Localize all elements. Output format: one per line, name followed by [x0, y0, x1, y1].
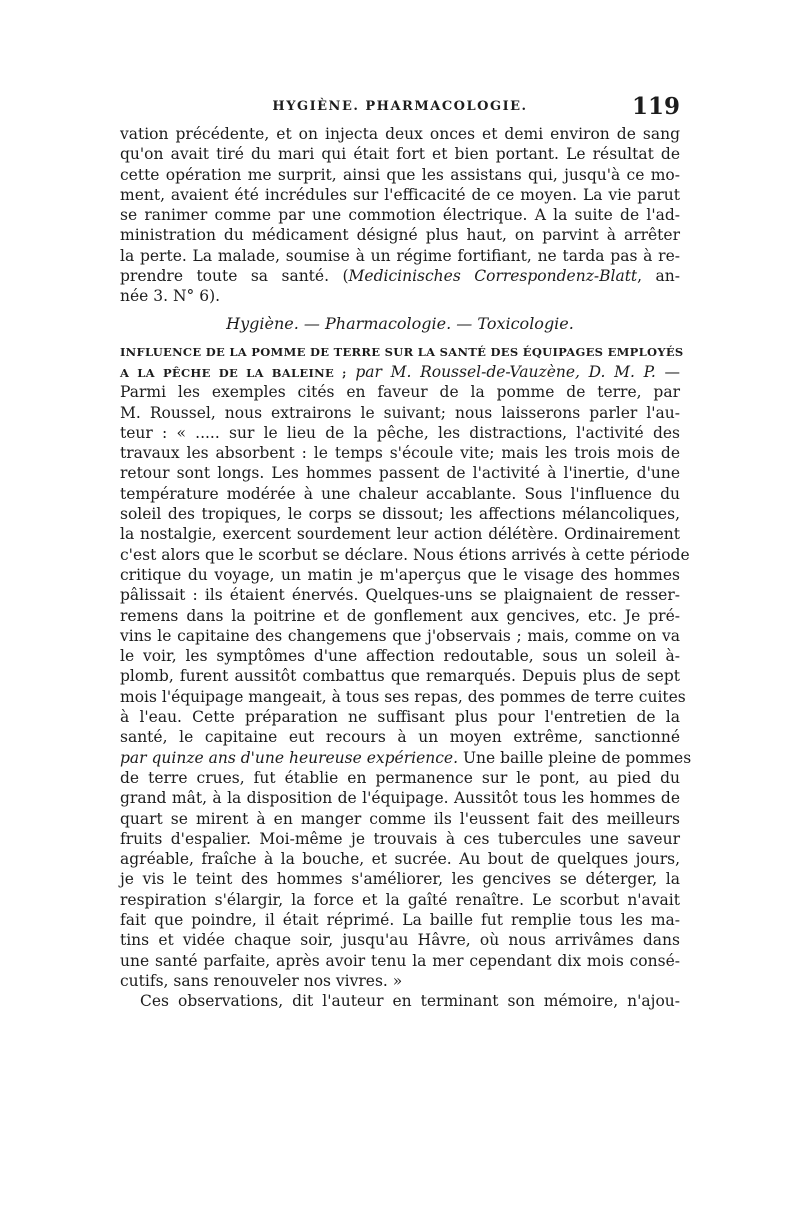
text-line: cutifs, sans renouveler nos vivres. »: [120, 971, 403, 990]
article-author: M. Roussel-de-Vauzène, D. M. P.: [390, 362, 656, 381]
text-line: c'est alors que le scorbut se déclare. Nous étions arrivés à cette période: [120, 545, 690, 564]
text-line-with-citation: [120, 266, 680, 286]
text-line: Ces observations, dit l'auteur en terminant son mémoire, n'ajou-: [140, 992, 680, 1011]
article-title-line: [120, 362, 680, 382]
text-line: Parmi les exemples cités en faveur de la pomme de terre, par: [120, 383, 680, 402]
text-fragment: prendre toute sa santé.: [120, 267, 330, 286]
text-line: fruits d'espalier. Moi-même je trouvais à ces tubercules une saveur: [120, 829, 680, 848]
paragraph-continued: [120, 124, 680, 307]
running-head: [120, 93, 680, 123]
text-line: grand mât, à la disposition de l'équipage. Aussitôt tous les hommes de: [120, 789, 680, 808]
text-line: tins et vidée chaque soir, jusqu'au Hâvre, où nous arrivâmes dans: [120, 931, 680, 950]
text-line: retour sont longs. Les hommes passent de l'activité à l'inertie, d'une: [120, 464, 680, 483]
article-title-line: INFLUENCE DE LA POMME DE TERRE SUR LA SANTÉ DES ÉQUIPAGES EMPLOYÉS: [120, 344, 684, 359]
text-line: mois l'équipage mangeait, à tous ses repas, des pommes de terre cuites: [120, 687, 686, 706]
text-line: soleil des tropiques, le corps se dissout; les affections mélancoliques,: [120, 505, 680, 524]
page-number: 119: [631, 93, 680, 120]
text-line: une santé parfaite, après avoir tenu la mer cependant dix mois consé-: [120, 951, 680, 970]
italic-phrase: par quinze ans d'une heureuse expérience.: [120, 748, 459, 767]
text-line: née 3. N° 6).: [120, 287, 221, 306]
text-line: vation précédente, et on injecta deux onces et demi environ de sang: [120, 125, 680, 143]
text-fragment: Une baille pleine de pommes: [458, 748, 692, 767]
text-line: travaux les absorbent : le temps s'écoule vite; mais les trois mois de: [120, 444, 680, 463]
text-line: santé, le capitaine eut recours à un moyen extrême, sanctionné: [120, 728, 680, 747]
text-line: la nostalgie, exercent sourdement leur action délétère. Ordinairement: [120, 525, 680, 544]
section-heading: Hygiène. — Pharmacologie. — Toxicologie.: [226, 313, 574, 333]
text-line: le voir, les symptômes d'une affection redoutable, sous un soleil à-: [120, 647, 680, 666]
text-line: je vis le teint des hommes s'améliorer, les gencives se déterger, la: [120, 870, 680, 889]
text-line: agréable, fraîche à la bouche, et sucrée. Au bout de quelques jours,: [120, 850, 680, 869]
text-line: se ranimer comme par une commotion électrique. A la suite de l'ad-: [120, 206, 680, 225]
text-line: ment, avaient été incrédules sur l'efficacité de ce moyen. La vie parut: [120, 185, 680, 204]
text-line: vins le capitaine des changemens que j'observais ; mais, comme on va: [120, 626, 680, 645]
citation-source: Medicinisches Correspondenz-Blatt: [348, 267, 638, 286]
citation-suffix: , an-: [637, 267, 680, 286]
text-block: [120, 124, 692, 1011]
text-line: température modérée à une chaleur accablante. Sous l'influence du: [120, 484, 680, 503]
text-line: plomb, furent aussitôt combattus que remarqués. Depuis plus de sept: [120, 667, 680, 686]
text-line: de terre crues, fut établie en permanence sur le pont, au pied du: [120, 768, 680, 787]
text-line: remens dans la poitrine et de gonflement aux gencives, etc. Je pré-: [120, 606, 680, 625]
running-head-title: HYGIÈNE. PHARMACOLOGIE.: [272, 99, 528, 114]
text-line: à l'eau. Cette préparation ne suffisant plus pour l'entretien de la: [120, 708, 680, 727]
text-line: la perte. La malade, soumise à un régime fortifiant, ne tarda pas à re-: [120, 246, 680, 265]
text-line: teur : « ..... sur le lieu de la pêche, les distractions, l'activité des: [120, 423, 680, 442]
text-line: cette opération me surprit, ainsi que les assistans qui, jusqu'à ce mo-: [120, 165, 680, 184]
text-line: M. Roussel, nous extrairons le suivant; nous laisserons parler l'au-: [120, 403, 680, 422]
text-line: ministration du médicament désigné plus haut, on parvint à arrêter: [120, 226, 680, 245]
article-dash: —: [655, 362, 681, 381]
article-par: par: [346, 362, 391, 381]
text-line: fait que poindre, il était réprimé. La baille fut remplie tous les ma-: [120, 910, 680, 929]
text-line: qu'on avait tiré du mari qui était fort et bien portant. Le résultat de: [120, 145, 680, 164]
text-line: quart se mirent à en manger comme ils l'eussent fait des meilleurs: [120, 809, 680, 828]
citation-open: (: [342, 267, 349, 286]
article: [120, 342, 692, 1012]
text-line: critique du voyage, un matin je m'aperçus que le visage des hommes: [120, 565, 680, 584]
text-line: pâlissait : ils étaient énervés. Quelques-uns se plaignaient de resser-: [120, 586, 680, 605]
article-title-caps: A LA PÊCHE DE LA BALEINE ;: [120, 365, 347, 380]
text-line: respiration s'élargir, la force et la gaîté renaître. Le scorbut n'avait: [120, 890, 680, 909]
text-line-with-italic: [120, 748, 692, 768]
